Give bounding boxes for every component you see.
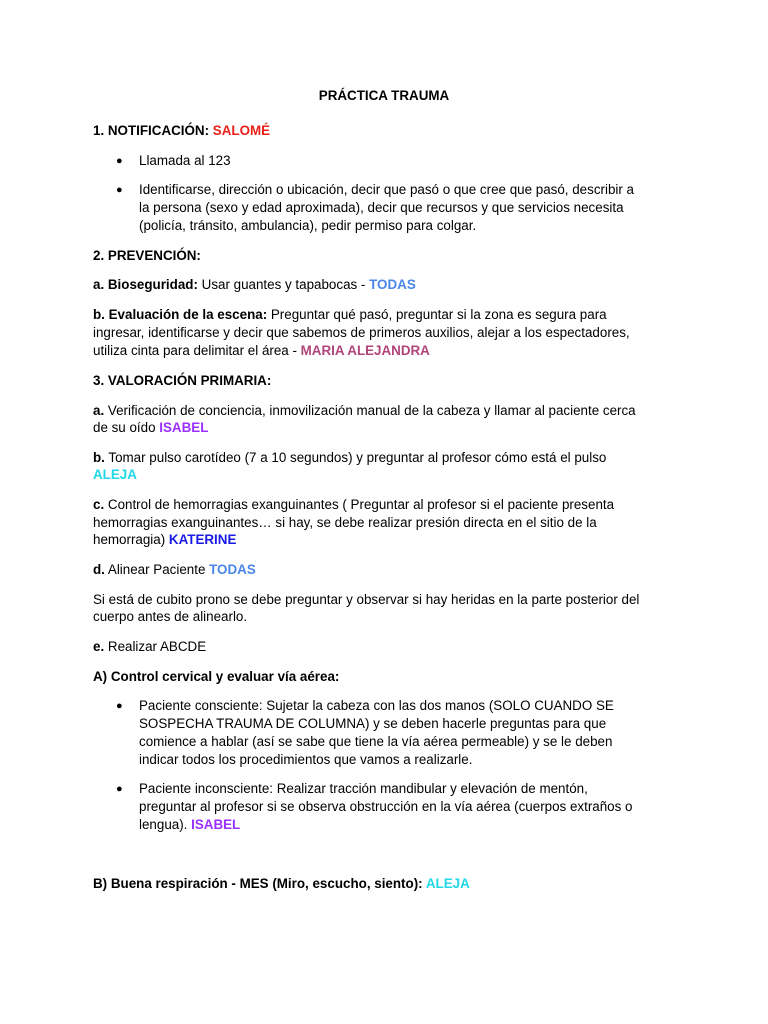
- list-item-continuation: indicar todos los procedimientos que vamos a realizarle.: [139, 752, 473, 767]
- item-b-line1: [93, 449, 683, 467]
- item-label: b.: [93, 450, 105, 465]
- evaluacion-escena-line1: [93, 306, 683, 324]
- evaluacion-escena-line2: ingresar, identificarse y decir que sabemos de primeros auxilios, alejar a los espectadores,: [93, 325, 630, 340]
- assignee-todas: TODAS: [209, 562, 256, 577]
- section-prevencion-heading: 2. PREVENCIÓN:: [93, 248, 201, 263]
- assignee-todas: TODAS: [369, 277, 416, 292]
- bioseguridad-paragraph: [93, 276, 683, 294]
- list-item-continuation: la persona (sexo y edad aproximada), decir que recursos y que servicios necesita: [139, 200, 624, 215]
- assignee-aleja: ALEJA: [93, 467, 137, 482]
- item-label: e.: [93, 639, 105, 654]
- item-label: a. Bioseguridad:: [93, 277, 198, 292]
- item-text: Tomar pulso carotídeo (7 a 10 segundos) y preguntar al profesor cómo está el pulso: [104, 450, 607, 465]
- heading-text: B) Buena respiración - MES (Miro, escucho, siento):: [93, 876, 426, 891]
- note-line2: cuerpo antes de alinearlo.: [93, 609, 248, 624]
- list-item: Paciente consciente: Sujetar la cabeza con las dos manos (SOLO CUANDO SE: [139, 698, 614, 713]
- assignee-isabel: ISABEL: [159, 420, 209, 435]
- list-item-continuation: comience a hablar (así se sabe que tiene la vía aérea permeable) y se le deben: [139, 734, 613, 749]
- section-a-heading: A) Control cervical y evaluar vía aérea:: [93, 669, 340, 684]
- section-notificacion-heading: [93, 122, 683, 140]
- item-label: d.: [93, 562, 105, 577]
- item-label: b. Evaluación de la escena:: [93, 307, 268, 322]
- bullet-icon: ●: [116, 184, 123, 196]
- assignee-aleja: ALEJA: [425, 876, 470, 891]
- item-text: Realizar ABCDE: [104, 639, 207, 654]
- list-item: Paciente inconsciente: Realizar tracción mandibular y elevación de mentón,: [139, 781, 588, 796]
- item-text: Verificación de conciencia, inmovilización manual de la cabeza y llamar al paciente cerca: [104, 403, 636, 418]
- section-b-heading: [93, 875, 683, 893]
- item-a-line1: [93, 402, 683, 420]
- list-item: Llamada al 123: [139, 153, 231, 168]
- item-d: [93, 561, 683, 579]
- list-item-continuation: (policía, tránsito, ambulancia), pedir permiso para colgar.: [139, 218, 477, 233]
- item-text: utiliza cinta para delimitar el área -: [93, 343, 301, 358]
- item-e: [93, 638, 683, 656]
- bullet-icon: ●: [116, 700, 123, 712]
- item-a-line2: [93, 419, 683, 437]
- item-c-line3: [93, 531, 683, 549]
- evaluacion-escena-line3: [93, 342, 683, 360]
- assignee-isabel: ISABEL: [191, 817, 241, 832]
- bullet-icon: ●: [116, 155, 123, 167]
- document-title: PRÁCTICA TRAUMA: [318, 88, 450, 103]
- item-text: hemorragia): [93, 532, 169, 547]
- item-text: lengua).: [139, 817, 192, 832]
- item-text: Preguntar qué pasó, preguntar si la zona es segura para: [267, 307, 607, 322]
- section-valoracion-heading: 3. VALORACIÓN PRIMARIA:: [93, 373, 272, 388]
- item-c-line2: hemorragias exanguinantes… si hay, se debe realizar presión directa en el sitio de la: [93, 515, 597, 530]
- note-line1: Si está de cubito prono se debe preguntar y observar si hay heridas en la parte posterior del: [93, 592, 640, 607]
- list-item-continuation: SOSPECHA TRAUMA DE COLUMNA) y se deben hacerle preguntas para que: [139, 716, 607, 731]
- item-text: Control de hemorragias exanguinantes ( Preguntar al profesor si el paciente presenta: [104, 497, 615, 512]
- item-b-line2: [93, 466, 683, 484]
- item-text: de su oído: [93, 420, 160, 435]
- item-text: Usar guantes y tapabocas -: [197, 277, 370, 292]
- item-text: Alinear Paciente: [104, 562, 210, 577]
- assignee-salome: SALOMÉ: [212, 123, 271, 138]
- item-c-line1: [93, 496, 683, 514]
- assignee-katerine: KATERINE: [168, 532, 237, 547]
- item-label: a.: [93, 403, 105, 418]
- item-label: c.: [93, 497, 105, 512]
- list-item: Identificarse, dirección o ubicación, decir que pasó o que cree que pasó, describir a: [139, 182, 635, 197]
- list-item-continuation: [139, 816, 679, 834]
- bullet-icon: ●: [116, 783, 123, 795]
- list-item-continuation: preguntar al profesor si se observa obstrucción en la vía aérea (cuerpos extraños o: [139, 799, 633, 814]
- assignee-maria-alejandra: MARIA ALEJANDRA: [300, 343, 430, 358]
- heading-text: 1. NOTIFICACIÓN:: [93, 123, 210, 138]
